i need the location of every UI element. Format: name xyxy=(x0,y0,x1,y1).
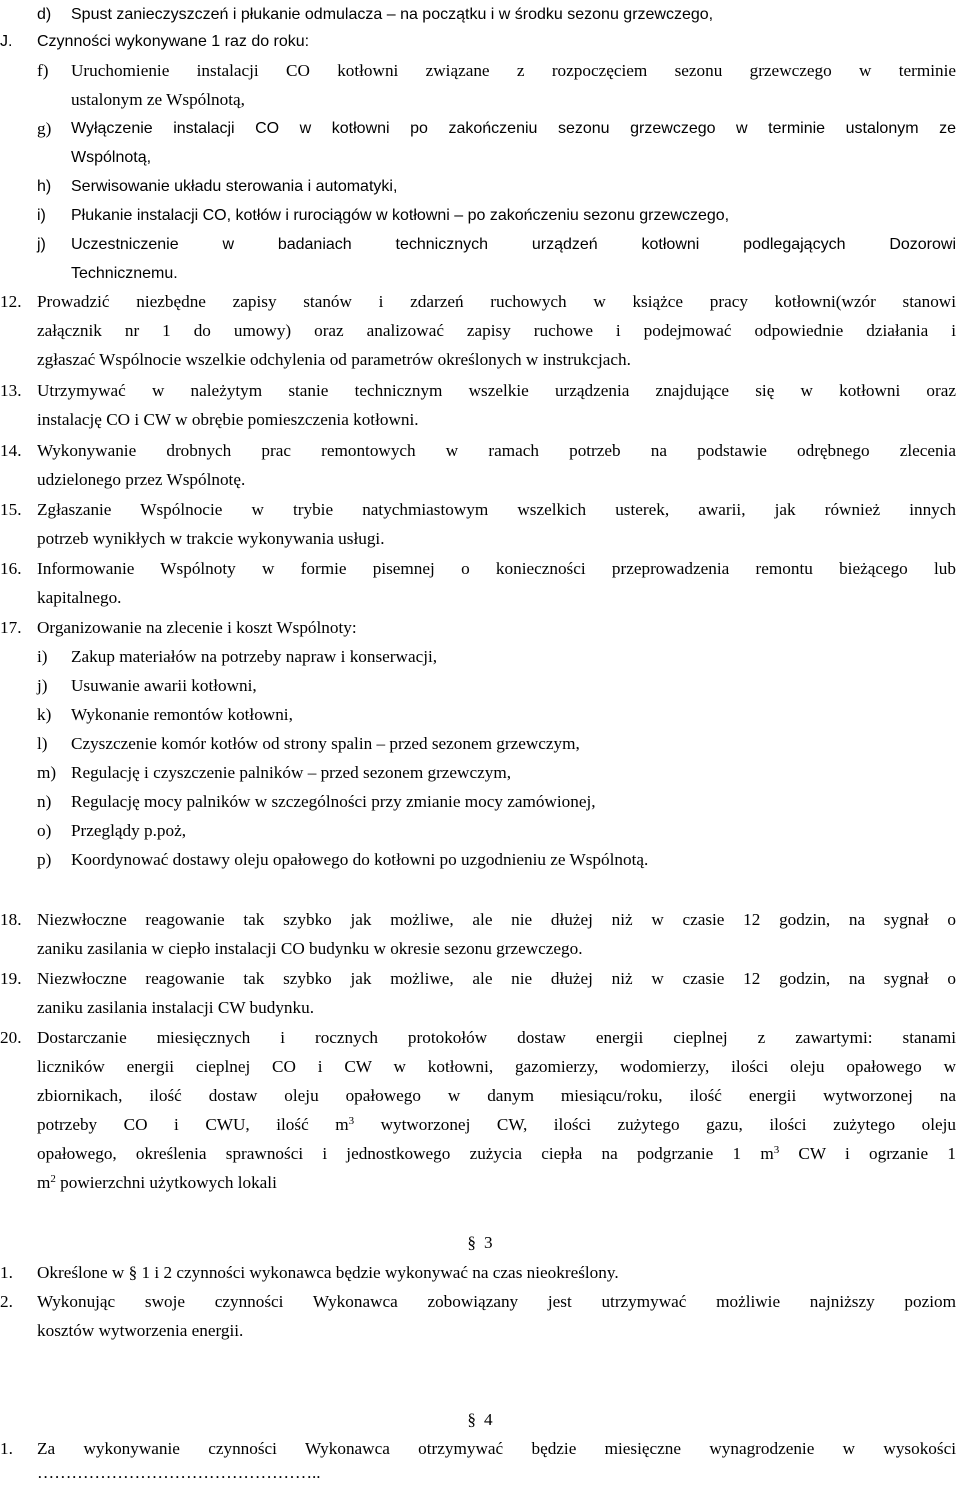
item-line xyxy=(37,1139,956,1168)
item-line: Wykonując swoje czynności Wykonawca zobowiązany jest utrzymywać możliwie najniższy poziom xyxy=(37,1292,956,1311)
list-marker: f) xyxy=(37,61,49,80)
list-text: Koordynować dostawy oleju opałowego do kotłowni po uzgodnieniu ze Wspólnotą. xyxy=(71,850,649,869)
list-line: Płukanie instalacji CO, kotłów i rurociągów w kotłowni – po zakończeniu sezonu grzewczego, xyxy=(71,207,730,224)
item-line: załącznik nr 1 do umowy) oraz analizować zapisy ruchowe i podejmować odpowiednie działania i xyxy=(37,321,956,340)
item-line: Za wykonywanie czynności Wykonawca otrzymywać będzie miesięczne wynagrodzenie w wysokości xyxy=(37,1439,956,1458)
list-marker: i) xyxy=(37,647,48,666)
item-line: Niezwłoczne reagowanie tak szybko jak możliwe, ale nie dłużej niż w czasie 12 godzin, na sygnał o xyxy=(37,910,956,929)
list-text: Regulację i czyszczenie palników – przed sezonem grzewczym, xyxy=(71,763,511,782)
item-line xyxy=(37,1168,960,1197)
item-line: liczników energii cieplnej CO i CW w kotłowni, gazomierzy, wodomierzy, ilości oleju opałowego w xyxy=(37,1057,956,1076)
item-line: zbiornikach, ilość dostaw oleju opałowego w danym miesiącu/roku, ilość energii wytworzonej na xyxy=(37,1086,956,1105)
item-line: udzielonego przez Wspólnotę. xyxy=(37,470,246,489)
item-number: 14. xyxy=(0,441,22,460)
list-marker: g) xyxy=(37,119,52,138)
item-line: Utrzymywać w należytym stanie technicznym wszelkie urządzenia znajdujące się w kotłowni oraz xyxy=(37,381,956,400)
line-segment: wytworzonej CW, ilości zużytego gazu, ilości zużytego oleju xyxy=(354,1115,956,1134)
list-text: Wykonanie remontów kotłowni, xyxy=(71,705,293,724)
item-number: 1. xyxy=(0,1263,13,1282)
superscript: 3 xyxy=(773,1144,780,1156)
section-number: 3 xyxy=(484,1233,493,1252)
list-marker: p) xyxy=(37,850,52,869)
item-line: Prowadzić niezbędne zapisy stanów i zdarzeń ruchowych w książce pracy kotłowni(wzór stanowi xyxy=(37,292,956,311)
list-marker: j) xyxy=(37,236,46,253)
item-line: kapitalnego. xyxy=(37,588,122,607)
section-number: 4 xyxy=(484,1410,493,1429)
list-marker: j) xyxy=(37,676,48,695)
line-segment: CW i ogrzanie 1 xyxy=(779,1144,956,1163)
item-number: 16. xyxy=(0,559,22,578)
item-line: Niezwłoczne reagowanie tak szybko jak możliwe, ale nie dłużej niż w czasie 12 godzin, na sygnał o xyxy=(37,969,956,988)
section-marker: J. xyxy=(0,33,13,50)
superscript: 3 xyxy=(348,1115,355,1127)
section-title: Czynności wykonywane 1 raz do roku: xyxy=(37,33,310,50)
item-line: potrzeb wynikłych w trakcie wykonywania usługi. xyxy=(37,529,385,548)
list-marker: m) xyxy=(37,763,57,782)
list-marker: h) xyxy=(37,178,52,195)
list-line: ustalonym ze Wspólnotą, xyxy=(71,90,245,109)
superscript: 2 xyxy=(50,1173,56,1185)
item-number: 15. xyxy=(0,500,22,519)
paragraph-symbol: § xyxy=(467,1410,476,1429)
list-text: Przeglądy p.poż, xyxy=(71,821,187,840)
item-line xyxy=(37,1110,956,1139)
list-marker: l) xyxy=(37,734,48,753)
item-number: 12. xyxy=(0,292,22,311)
item-line: Informowanie Wspólnoty w formie pisemnej o konieczności przeprowadzenia remontu bieżącego lub xyxy=(37,559,956,578)
item-line: Wykonywanie drobnych prac remontowych w ramach potrzeb na podstawie odrębnego zlecenia xyxy=(37,441,956,460)
item-line: zgłaszać Wspólnocie wszelkie odchylenia od parametrów określonych w instrukcjach. xyxy=(37,350,631,369)
list-line: Uruchomienie instalacji CO kotłowni związane z rozpoczęciem sezonu grzewczego w terminie xyxy=(71,61,956,80)
section-heading-4 xyxy=(0,1405,960,1434)
item-number: 2. xyxy=(0,1292,13,1311)
line-segment: m xyxy=(37,1173,51,1192)
list-line: Technicznemu. xyxy=(71,265,178,282)
section-heading-3 xyxy=(0,1228,960,1257)
list-line: Uczestniczenie w badaniach technicznych urządzeń kotłowni podlegających Dozorowi xyxy=(71,236,956,253)
line-segment: potrzeby CO i CWU, ilość m xyxy=(37,1115,349,1134)
list-text: Zakup materiałów na potrzeby napraw i konserwacji, xyxy=(71,647,438,666)
list-line: Wyłączenie instalacji CO w kotłowni po zakończeniu sezonu grzewczego w terminie ustalonym ze xyxy=(71,120,956,137)
item-line: instalację CO i CW w obrębie pomieszczenia kotłowni. xyxy=(37,410,419,429)
item-line: Zgłaszanie Wspólnocie w trybie natychmiastowym wszelkich usterek, awarii, jak również innych xyxy=(37,500,956,519)
list-marker: i) xyxy=(37,207,46,224)
paragraph-symbol: § xyxy=(467,1233,476,1252)
item-line: Określone w § 1 i 2 czynności wykonawca będzie wykonywać na czas nieokreślony. xyxy=(37,1263,619,1282)
item-number: 20. xyxy=(0,1028,22,1047)
list-line: Wspólnotą, xyxy=(71,149,152,166)
list-text: Usuwanie awarii kotłowni, xyxy=(71,676,257,695)
list-text: Regulację mocy palników w szczególności przy zmianie mocy zamówionej, xyxy=(71,792,596,811)
list-marker: k) xyxy=(37,705,52,724)
item-number: 19. xyxy=(0,969,22,988)
list-marker: d) xyxy=(37,6,52,23)
item-number: 18. xyxy=(0,910,22,929)
amount-placeholder: ………………………………………….. xyxy=(37,1463,321,1482)
item-number: 17. xyxy=(0,618,22,637)
line-segment: opałowego, określenia sprawności i jednostkowego zużycia ciepła na podgrzanie 1 m xyxy=(37,1144,774,1163)
item-line: kosztów wytworzenia energii. xyxy=(37,1321,244,1340)
item-line: Dostarczanie miesięcznych i rocznych protokołów dostaw energii cieplnej z zawartymi: stanami xyxy=(37,1028,956,1047)
line-segment: powierzchni użytkowych lokali xyxy=(55,1173,277,1192)
item-line: zaniku zasilania w ciepło instalacji CO budynku w okresie sezonu grzewczego. xyxy=(37,939,583,958)
list-marker: o) xyxy=(37,821,52,840)
item-number: 13. xyxy=(0,381,22,400)
list-text: Spust zanieczyszczeń i płukanie odmulacza – na początku i w środku sezonu grzewczego, xyxy=(71,6,714,23)
item-number: 1. xyxy=(0,1439,13,1458)
list-marker: n) xyxy=(37,792,52,811)
list-text: Czyszczenie komór kotłów od strony spalin – przed sezonem grzewczym, xyxy=(71,734,580,753)
item-line: zaniku zasilania instalacji CW budynku. xyxy=(37,998,314,1017)
list-line: Serwisowanie układu sterowania i automatyki, xyxy=(71,178,398,195)
item-line: Organizowanie na zlecenie i koszt Wspólnoty: xyxy=(37,618,357,637)
